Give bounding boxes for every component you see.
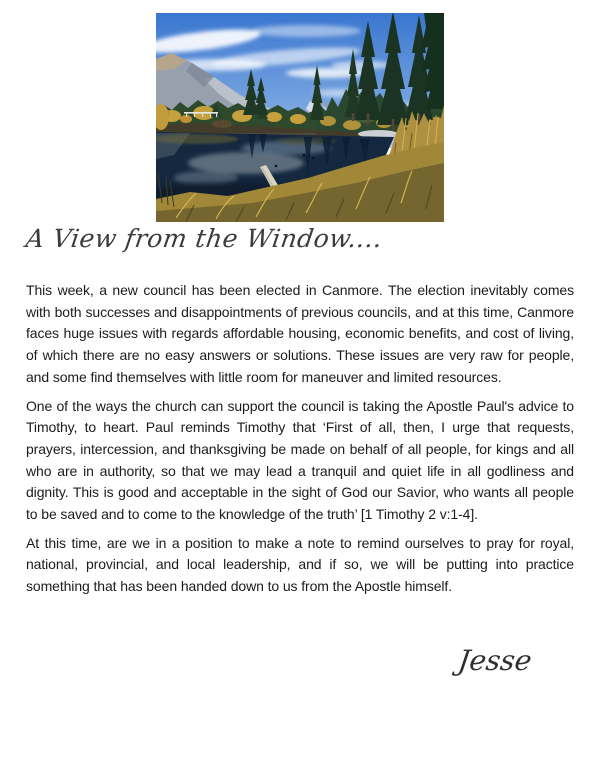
paragraph: One of the ways the church can support the council is taking the Apostle Paul's advice to Timothy, to heart. Paul reminds Timothy that ‘First of all, then, I urge that requests, prayers, intercession, and thanksgiving be made on behalf of all people, for kings and all who are in authority, so that we may lead a tranquil and quiet life in all godliness and dignity. This is good and acceptable in the sight of God our Savior, who wants all people to be saved and to come to the knowledge of the truth’ [1 Timothy 2 v:1-4]. xyxy=(26,397,574,523)
header-photo xyxy=(156,13,444,222)
signature: Jesse xyxy=(456,644,534,677)
paragraph: At this time, are we in a position to make a note to remind ourselves to pray for royal, national, provincial, and local leadership, and if so, we will be putting into practice something that has been handed down to us from the Apostle himself. xyxy=(26,534,574,595)
paragraph: This week, a new council has been elected in Canmore. The election inevitably comes with both successes and disappointments of previous councils, and at this time, Canmore faces huge issues with regards affordable housing, economic benefits, and cost of living, of which there are no easy answers or solutions. These issues are very raw for people, and some find themselves with little room for maneuver and limited resources. xyxy=(26,282,574,385)
article-body xyxy=(26,280,574,605)
page-title: A View from the Window.... xyxy=(24,224,385,253)
